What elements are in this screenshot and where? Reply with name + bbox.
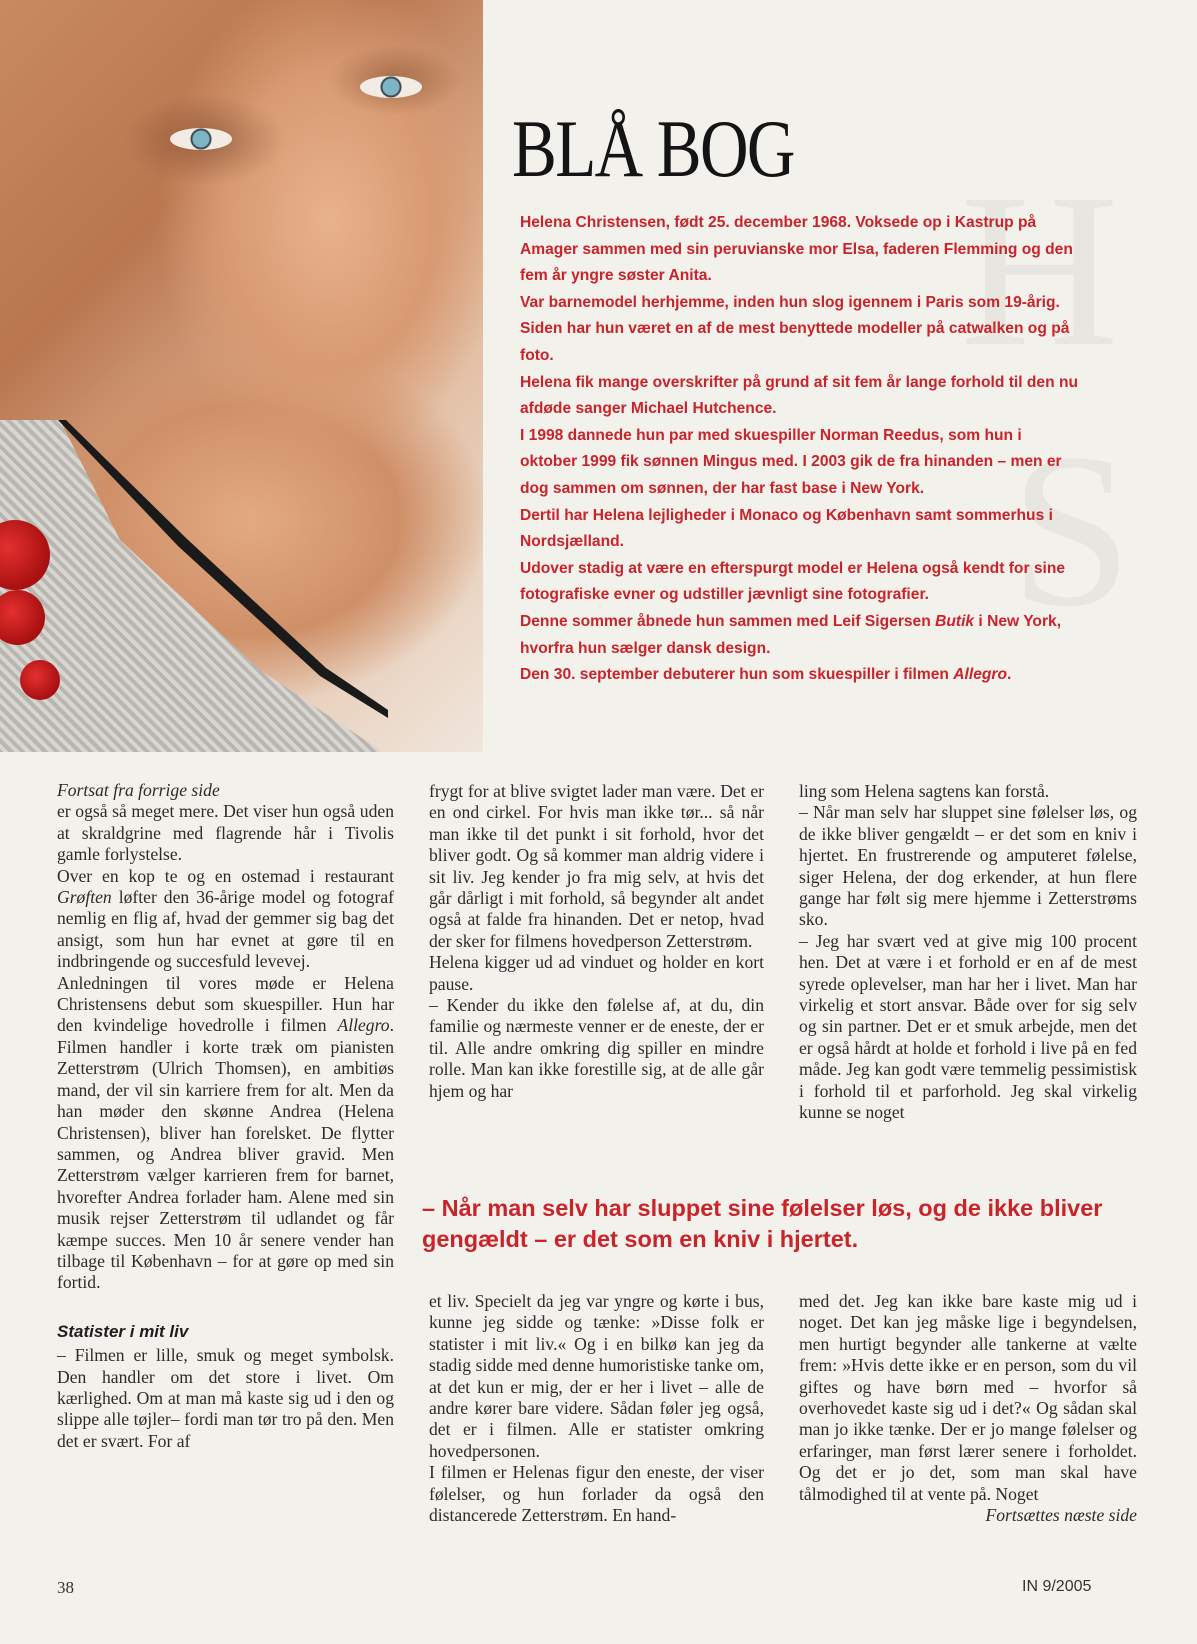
paragraph [429, 1291, 764, 1462]
text-run: Over en kop te og en ostemad i restaurant [57, 865, 394, 886]
paragraph [429, 952, 764, 995]
paragraph [799, 1291, 1137, 1505]
bio-paragraph [520, 423, 1080, 503]
text-run: Fortsat fra forrige side [57, 780, 220, 800]
portrait-photo [0, 0, 483, 752]
left-eye [170, 128, 232, 150]
text-run: . Filmen handler i korte træk om pianisten Zetterstrøm (Ulrich Thomsen), en ambitiøs mand, der vil sin karriere frem for alt. Men da han møder den skønne Andrea (Helena Christensen), bliver han forelsket. De flytter sammen, og Andrea bliver gravid. Men Zetterstrøm vælger karrieren frem for barnet, hvorefter Andrea forlader ham. Alene med sin musik rejser Zetterstrøm til udlandet og får kæmpe succes. Men 10 år senere vender han tilbage til København – for at gøre op med sin fortid. [57, 1015, 394, 1293]
text-run: Helena kigger ud ad vinduet og holder en kort pause. [429, 952, 764, 994]
rose-flower [20, 660, 60, 700]
text-run: Denne sommer åbnede hun sammen med Leif Sigersen [520, 612, 936, 630]
italic-text: Butik [935, 612, 975, 630]
article-column-2 [429, 781, 764, 1102]
text-run: Den 30. september debuterer hun som skuespiller i filmen [520, 666, 954, 684]
paragraph [57, 866, 394, 973]
article-column-3-lower [799, 1291, 1137, 1526]
text-run: ling som Helena sagtens kan forstå. [799, 781, 1050, 801]
text-run: Helena Christensen, født 25. december 1968. Voksede op i Kastrup på Amager sammen med sin peruvianske mor Elsa, faderen Flemming og den fem år yngre søster Anita. [520, 214, 1073, 285]
italic-text: Allegro [953, 666, 1008, 684]
bio-paragraph [520, 370, 1080, 423]
paragraph [57, 780, 394, 801]
bio-text [520, 210, 1080, 689]
text-run: Anledningen til vores møde er Helena Christensens debut som skuespiller. Hun har den kvindelige hovedrolle i filmen [57, 972, 394, 1036]
italic-text: Allegro [337, 1015, 390, 1036]
bio-paragraph [520, 556, 1080, 609]
page-title: BLÅ BOG [512, 103, 794, 194]
text-run: Fortsættes næste side [985, 1505, 1137, 1526]
text-run: I 1998 dannede hun par med skuespiller Norman Reedus, som hun i oktober 1999 fik sønnen Mingus med. I 2003 gik de fra hinanden – men er dog sammen om sønnen, der har fast base i New York. [520, 426, 1062, 497]
patterned-top [0, 420, 380, 752]
text-run: er også så meget mere. Det viser hun også uden at skraldgrine med flagrende hår i Tivolis gamle forlystelse. [57, 801, 394, 865]
bio-paragraph [520, 210, 1080, 290]
paragraph [429, 1462, 764, 1526]
text-run: med det. Jeg kan ikke bare kaste mig ud i noget. Det kan jeg måske lige i begyndelsen, men hurtigt begynder alle tankerne at vælte frem: »Hvis dette ikke er en person, som du vil giftes og have børn med – hvorfor så overhovedet kaste sig ud i det?« Og sådan skal man jo ikke tænke. Der er jo mange følelser og erfaringer, man først lærer senere i forholdet. Og det er jo det, som man skal have tålmodighed til at vente på. Noget [799, 1291, 1137, 1504]
text-run: Udover stadig at være en efterspurgt model er Helena også kendt for sine fotografiske evner og udstiller jævnligt sine fotografier. [520, 559, 1066, 604]
article-column-1 [57, 780, 394, 1452]
paragraph [799, 802, 1137, 930]
text-run: – Kender du ikke den følelse af, at du, din familie og nærmeste venner er de eneste, der er til. Alle andre omkring dig spiller en mindre rolle. Man kan ikke forestille sig, at de alle går hjem og har [429, 995, 764, 1101]
paragraph [799, 781, 1137, 802]
paragraph [799, 931, 1137, 1124]
paragraph [429, 995, 764, 1102]
page-number: 38 [57, 1578, 74, 1597]
paragraph [57, 1345, 394, 1452]
text-run: I filmen er Helenas figur den eneste, der viser følelser, og hun forlader da også den distancerede Zetterstrøm. En hand- [429, 1462, 764, 1526]
bio-paragraph [520, 609, 1080, 662]
text-run: – Filmen er lille, smuk og meget symbolsk. Den handler om det store i livet. Om kærlighed. Om at man må kaste sig ud i den og slippe alle tøjler– fordi man tør tro på den. Men det er svært. For af [57, 1345, 394, 1451]
text-run: . [1007, 666, 1012, 684]
text-run: frygt for at blive svigtet lader man være. Det er en ond cirkel. For hvis man ikke tør... så når man ikke til det punkt i sit forhold, hvor det bliver godt. Og så kommer man aldrig videre i sit liv. Jeg kender jo fra mig selv, at hvis det går dårligt i mit forhold, så begynder alt andet også at falde fra hinanden. Det er netop, hvad der sker for filmens hovedperson Zetterstrøm. [429, 781, 764, 951]
continued-note [799, 1505, 1137, 1526]
text-run: – Jeg har svært ved at give mig 100 procent hen. Det at være i et forhold er en af de mest syrede oplevelser, man har her i livet. Man har virkelig et stort ansvar. Både over for sig selv og sin partner. Det er et smuk arbejde, men det er også hårdt at holde et forhold i live på en fed måde. Jeg kan godt være temmelig pessimistisk i forhold til et parforhold. Jeg skal virkelig kunne se noget [799, 930, 1137, 1123]
text-run: Dertil har Helena lejligheder i Monaco og København samt sommerhus i Nordsjælland. [520, 506, 1053, 551]
subheading [57, 1321, 394, 1342]
paragraph [429, 781, 764, 952]
paragraph [57, 973, 394, 1294]
bio-paragraph [520, 290, 1080, 370]
text-run: i New York, hvorfra hun sælger dansk design. [520, 612, 1062, 657]
text-run: Statister i mit liv [57, 1321, 189, 1341]
text-run: Helena fik mange overskrifter på grund af sit fem år lange forhold til den nu afdøde sanger Michael Hutchence. [520, 373, 1079, 418]
article-column-3 [799, 781, 1137, 1124]
right-eye [360, 76, 422, 98]
italic-text: Grøften [57, 887, 112, 908]
bio-paragraph [520, 503, 1080, 556]
text-run: Var barnemodel herhjemme, inden hun slog igennem i Paris som 19-årig. Siden har hun været en af de mest benyttede modeller på catwalken og på foto. [520, 293, 1070, 364]
issue-label: IN 9/2005 [1022, 1578, 1092, 1595]
text-run: et liv. Specielt da jeg var yngre og kørte i bus, kunne jeg sidde og tænke: »Disse folk er statister i mit liv.« Og i en bilkø kan jeg da stadig sidde med denne humoristiske tanke om, at det kun er mig, der er her i livet – alle de andre kører bare videre. Sådan føler jeg også, det er i filmen. Alle er statister omkring hovedpersonen. [429, 1291, 764, 1461]
text-run: løfter den 36-årige model og fotograf nemlig en flig af, hvad der gemmer sig bag det ansigt, som hun har evnet at gøre til en indbringende og succesfuld levevej. [57, 887, 394, 972]
pull-quote: – Når man selv har sluppet sine følelser løs, og de ikke bliver gengældt – er det som en kniv i hjertet. [422, 1195, 1103, 1252]
article-column-2-lower [429, 1291, 764, 1526]
paragraph [57, 801, 394, 865]
text-run: – Når man selv har sluppet sine følelser løs, og de ikke bliver gengældt – er det som en kniv i hjertet. En frustrerende og amputeret følelse, siger Helena, der dog erkender, at hun flere gange har følt sig mere hjemme i Zetterstrøms sko. [799, 802, 1137, 930]
bio-paragraph [520, 662, 1080, 689]
